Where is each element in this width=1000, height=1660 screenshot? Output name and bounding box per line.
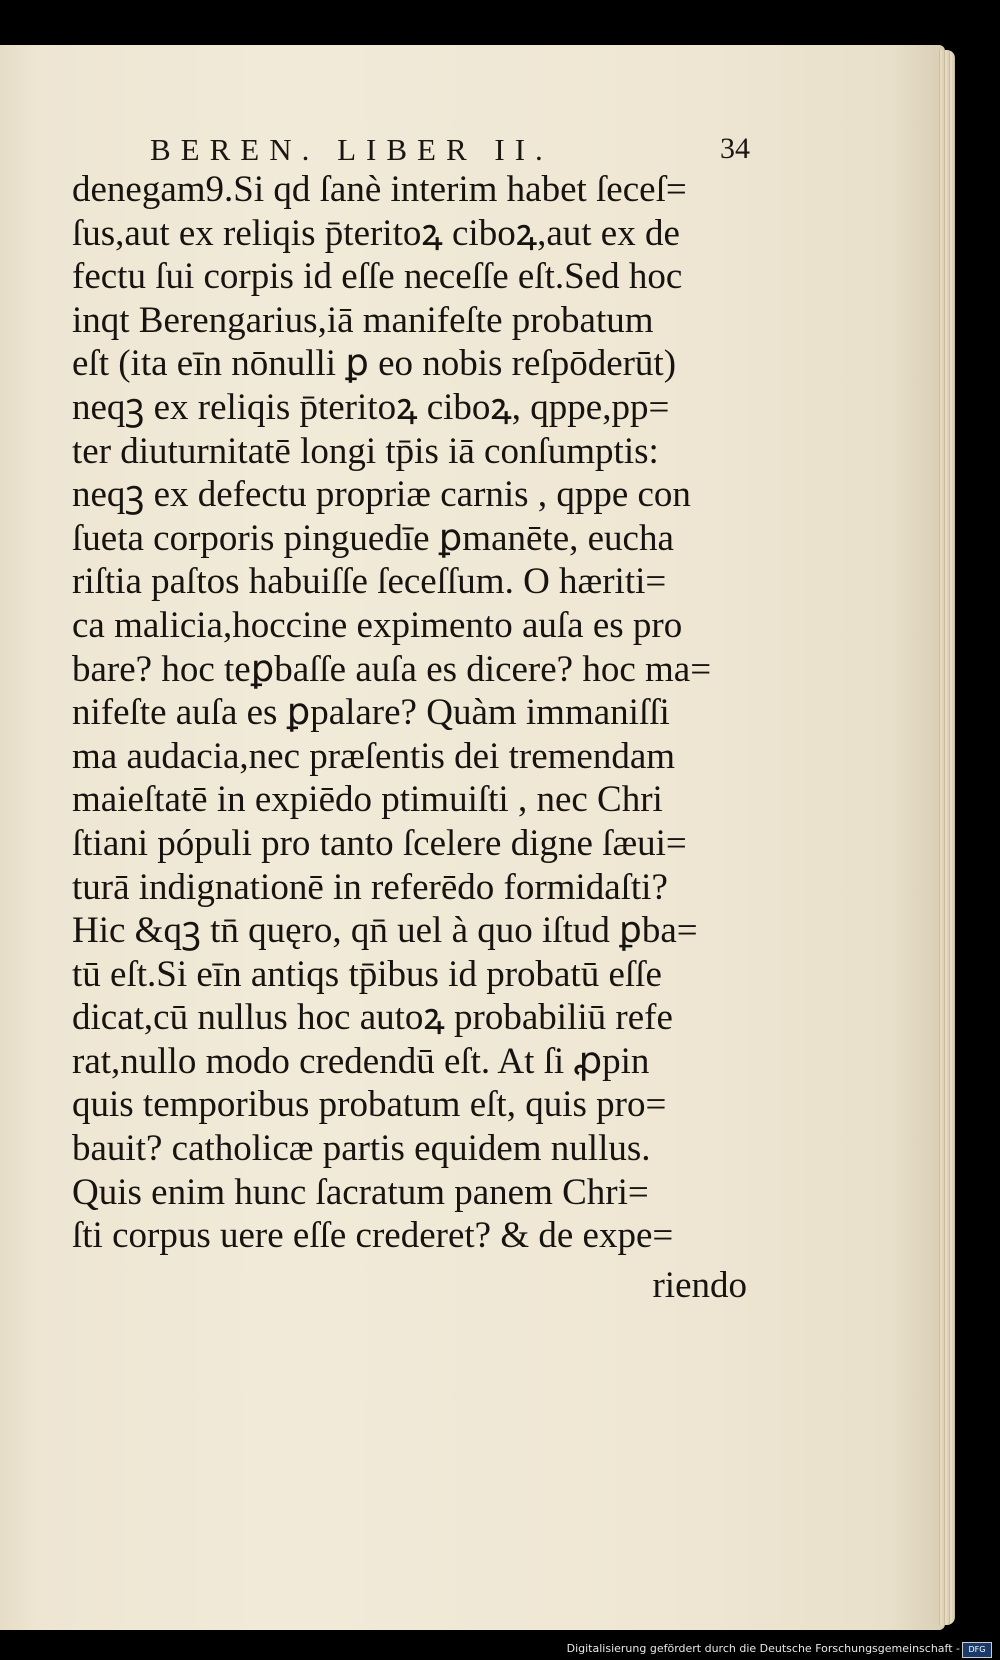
footer-credit: Digitalisierung gefördert durch die Deutsche Forschungsgemeinschaft -: [566, 1642, 960, 1655]
text-line: turā indignationē in referēdo formidaſti?: [72, 866, 668, 908]
text-line: fectu ſui corpis id eſſe neceſſe eſt.Sed hoc: [72, 256, 683, 298]
text-line: neqꝫ ex reliqis p̄teritoꝝ ciboꝝ, qppe,pp=: [72, 386, 670, 428]
text-line: Quis enim hunc ſacratum panem Chri=: [72, 1171, 649, 1213]
text-line: ter diuturnitatē longi tp̄is iā conſumptis:: [72, 430, 659, 472]
text-line: tū eſt.Si eīn antiqs tp̄ibus id probatū eſſe: [72, 953, 662, 995]
text-line: ſti corpus uere eſſe crederet? & de expe=: [72, 1215, 674, 1257]
dfg-logo-icon: DFG: [962, 1642, 992, 1658]
text-line: ma audacia,nec præſentis dei tremendam: [72, 735, 676, 777]
folio-number: 34: [720, 132, 750, 165]
text-line: Hic &qꝫ tn̄ quęro, qn̄ uel à quo iſtud ꝑba=: [72, 910, 698, 952]
text-line: dicat,cū nullus hoc autoꝝ probabiliū refe: [72, 997, 673, 1039]
text-line: eſt (ita eīn nōnulli ꝑ eo nobis reſpōderūt): [72, 343, 677, 385]
digitization-footer: [0, 1640, 1000, 1660]
running-head-title: BEREN. LIBER II.: [150, 132, 553, 167]
text-line: neqꝫ ex defectu propriæ carnis , qppe con: [72, 474, 691, 516]
text-line: bauit? catholicæ partis equidem nullus.: [72, 1128, 651, 1170]
text-line: bare? hoc teꝑbaſſe auſa es dicere? hoc ma=: [72, 648, 712, 690]
text-line: denegam9.Si qd ſanè interim habet ſeceſ=: [72, 169, 687, 210]
text-line: maieſtatē in expiēdo ptimuiſti , nec Chri: [72, 779, 663, 821]
running-head: [150, 132, 750, 172]
text-line: inqt Berengarius,iā manifeſte probatum: [72, 299, 654, 341]
text-line: rat,nullo modo credendū eſt. At ſi ꝓpin: [72, 1040, 650, 1082]
text-line: ſueta corporis pinguedīe ꝑmanēte, eucha: [72, 517, 674, 559]
text-line: ca malicia,hoccine expimento auſa es pro: [72, 604, 683, 646]
text-line: riſtia paſtos habuiſſe ſeceſſum. O hæriti=: [72, 561, 667, 603]
text-line: nifeſte auſa es ꝑpalare? Quàm immaniſſi: [72, 692, 670, 734]
text-line: ſus,aut ex reliqis p̄teritoꝝ ciboꝝ,aut ex de: [72, 212, 680, 254]
text-line: quis temporibus probatum eſt, quis pro=: [72, 1084, 667, 1126]
page-fore-edge: [937, 50, 955, 1625]
catchword-row: [72, 1258, 762, 1310]
text-block: [72, 168, 762, 1310]
text-line: ſtiani pópuli pro tanto ſcelere digne ſæui=: [72, 822, 687, 864]
catchword: riendo: [652, 1264, 747, 1306]
